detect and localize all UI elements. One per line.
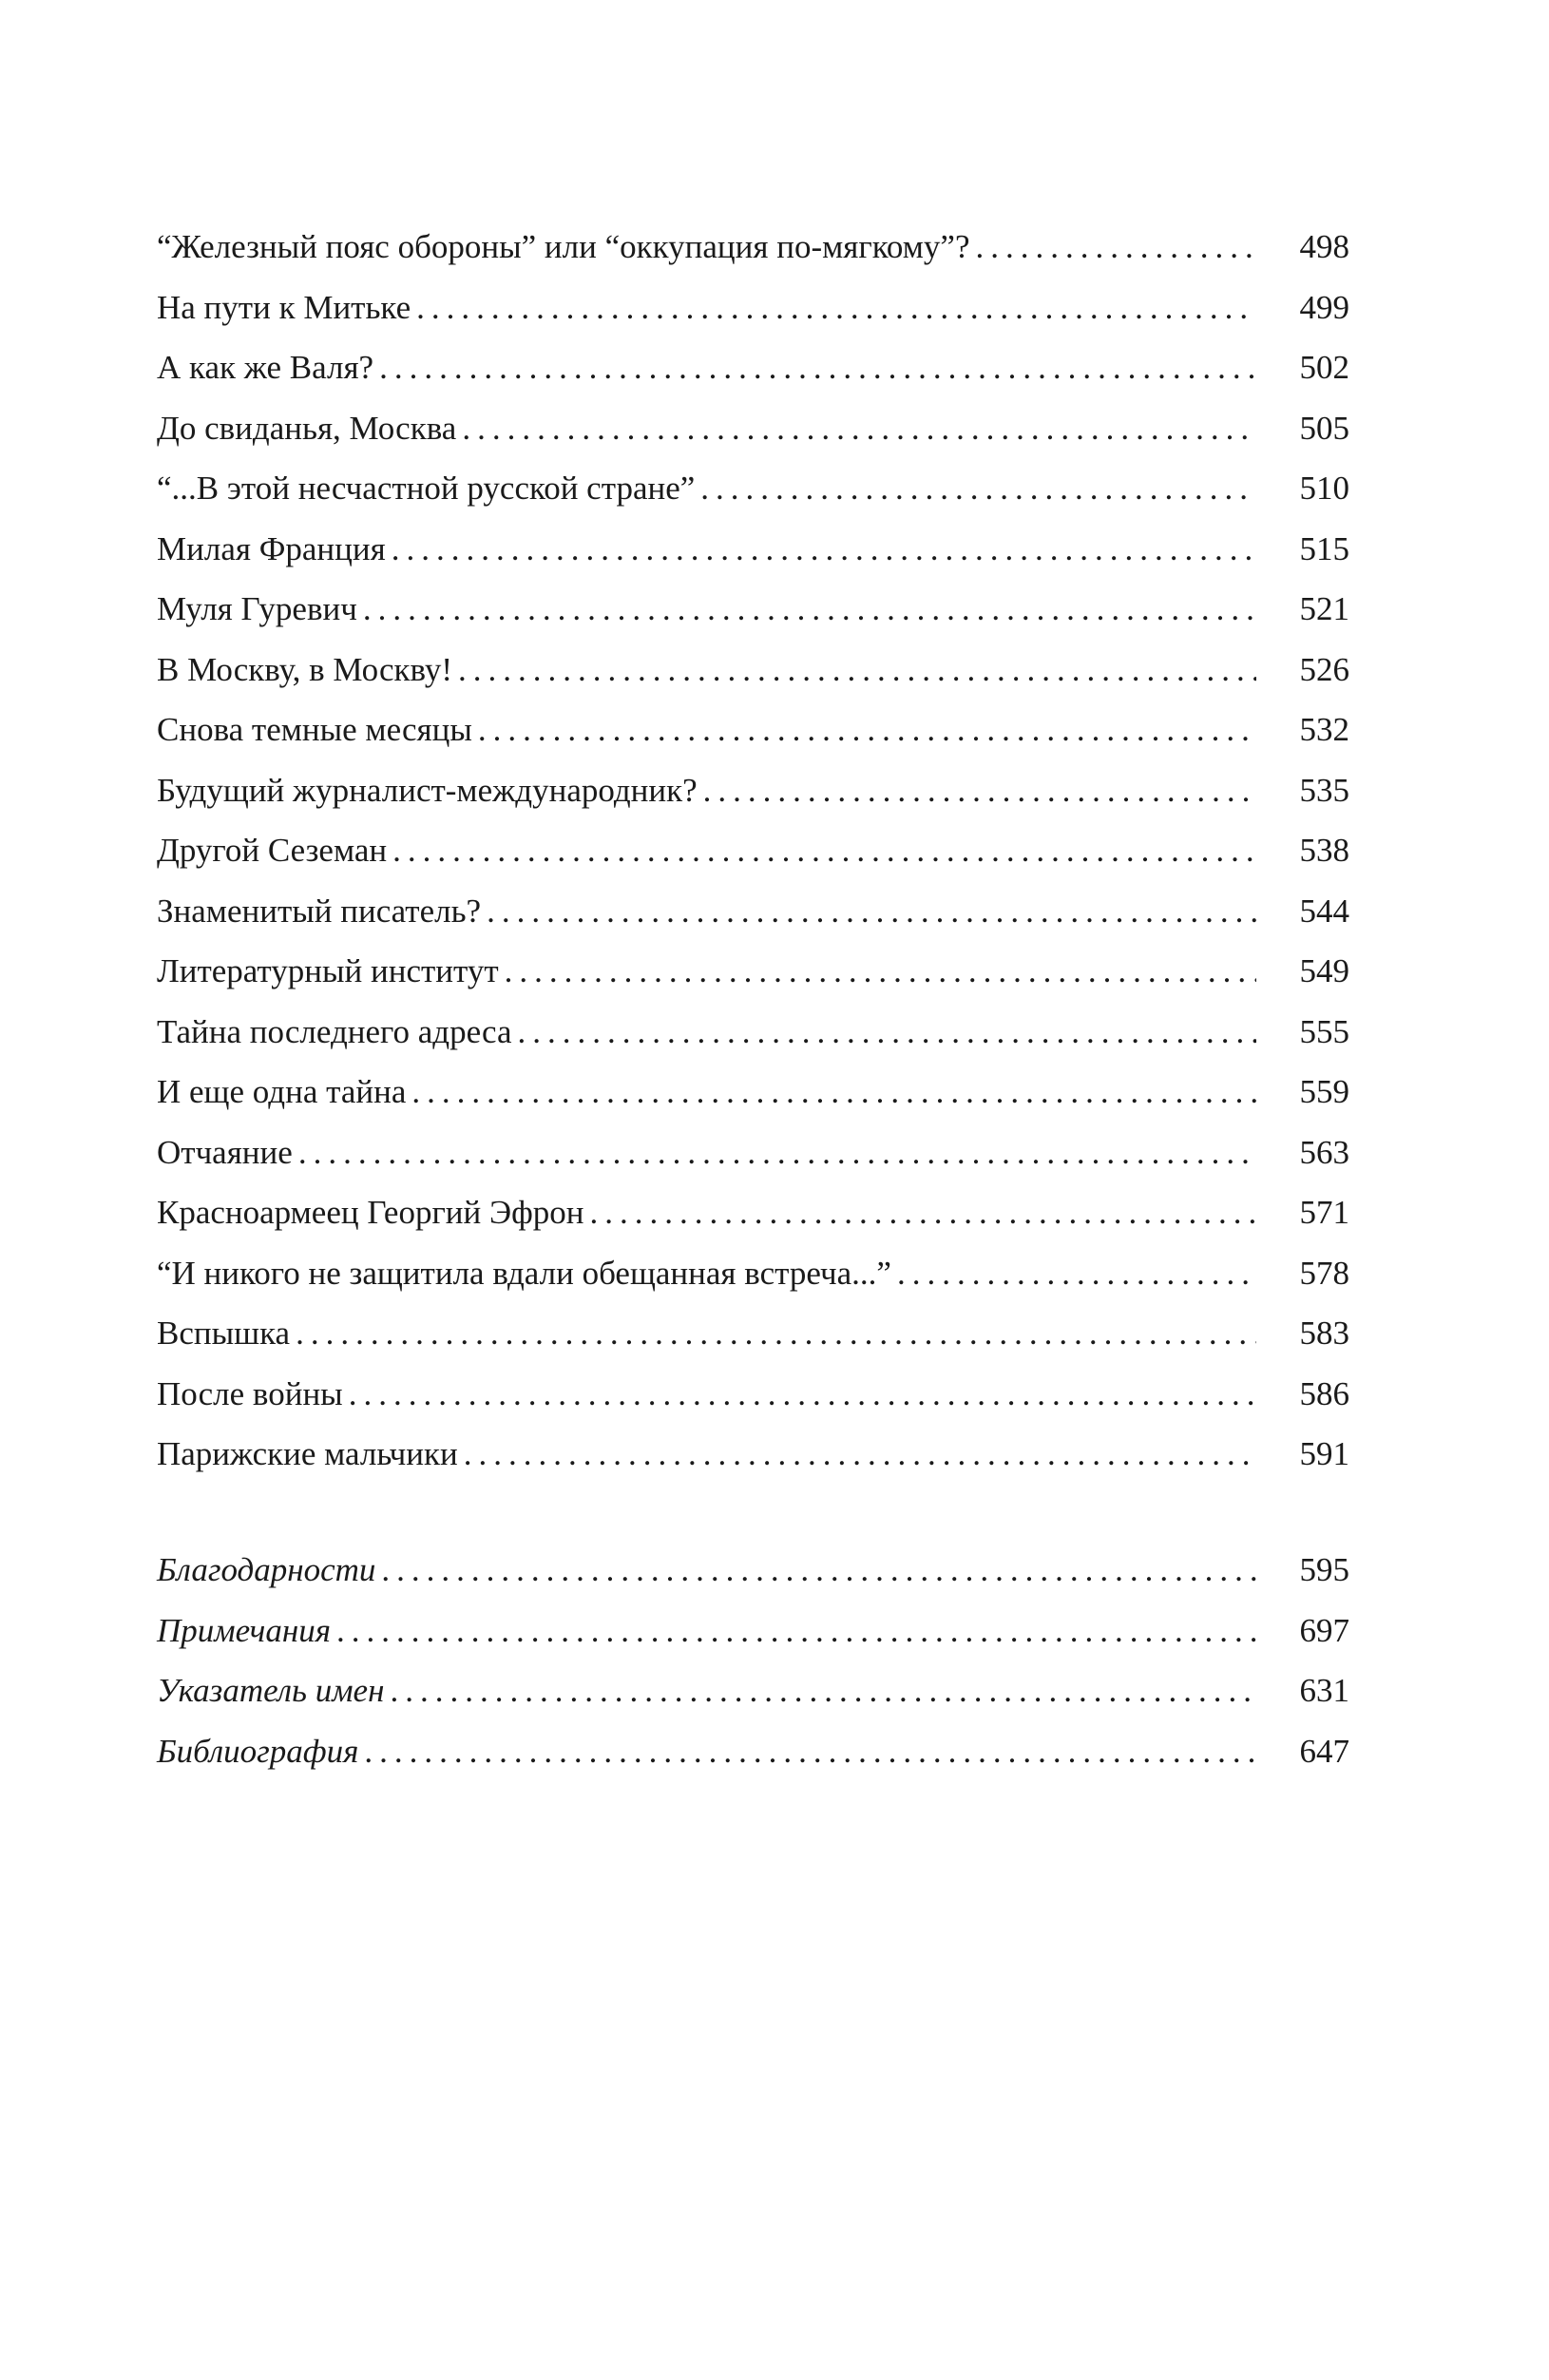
toc-entry-title: Литературный институт [157, 952, 499, 989]
toc-entry [157, 1002, 1349, 1063]
toc-entry-page: 532 [1299, 711, 1349, 748]
appendix-entry-title: Указатель имен [157, 1672, 385, 1709]
toc-entry-title: Тайна последнего адреса [157, 1012, 512, 1050]
toc-entry [157, 700, 1349, 760]
dot-leader [897, 1243, 1256, 1304]
appendix-entry [157, 1540, 1349, 1601]
toc-entry-page: 591 [1299, 1435, 1349, 1472]
toc-entry-title: Будущий журналист-международник? [157, 771, 698, 809]
dot-leader [458, 640, 1256, 701]
toc-entry-page: 555 [1299, 1012, 1349, 1050]
dot-leader [478, 700, 1256, 760]
toc-entry [157, 820, 1349, 881]
toc-entry-title: До свиданья, Москва [157, 409, 457, 447]
dot-leader [336, 1601, 1256, 1661]
toc-entry-page: 505 [1299, 409, 1349, 447]
dot-leader [363, 579, 1256, 640]
dot-leader [462, 398, 1256, 459]
appendix-entry-page: 697 [1299, 1611, 1349, 1649]
toc-entry-page: 521 [1299, 590, 1349, 627]
toc-entry-page: 510 [1299, 470, 1349, 507]
toc-entry [157, 1182, 1349, 1243]
appendix-entry-page: 595 [1299, 1551, 1349, 1588]
toc-entry-title: Парижские мальчики [157, 1435, 458, 1472]
toc-entry [157, 1243, 1349, 1304]
toc-entry [157, 1062, 1349, 1123]
toc-entry-title: Знаменитый писатель? [157, 892, 482, 930]
toc-entry-page: 559 [1299, 1073, 1349, 1110]
toc-entry-title: Вспышка [157, 1315, 291, 1352]
dot-leader [975, 217, 1256, 278]
toc-entry [157, 519, 1349, 580]
appendix-entry-title: Библиография [157, 1732, 359, 1770]
dot-leader [392, 519, 1256, 580]
dot-leader [411, 1062, 1256, 1123]
dot-leader [379, 337, 1256, 398]
dot-leader [505, 941, 1256, 1002]
dot-leader [590, 1182, 1256, 1243]
toc-entry [157, 1364, 1349, 1425]
toc-entry-page: 549 [1299, 952, 1349, 989]
dot-leader [464, 1424, 1256, 1485]
toc-entry-title: Другой Сеземан [157, 832, 388, 869]
appendix-list [157, 1540, 1349, 1781]
toc-entry-page: 586 [1299, 1374, 1349, 1412]
toc-entry-title: Отчаяние [157, 1133, 293, 1171]
toc-entry-title: В Москву, в Москву! [157, 650, 453, 688]
dot-leader [296, 1303, 1256, 1364]
appendix-entry-title: Примечания [157, 1611, 332, 1649]
toc-entry [157, 1123, 1349, 1183]
dot-leader [392, 820, 1256, 881]
toc-entry-page: 538 [1299, 832, 1349, 869]
toc-entry-page: 535 [1299, 771, 1349, 809]
toc-entry-title: “Железный пояс обороны” или “оккупация по-мягкому”? [157, 228, 970, 265]
toc-entry-title: На пути к Митьке [157, 288, 411, 326]
toc-entry [157, 398, 1349, 459]
toc-entry-page: 578 [1299, 1254, 1349, 1292]
dot-leader [700, 458, 1256, 519]
toc-entry-title: Снова темные месяцы [157, 711, 472, 748]
toc-entry [157, 941, 1349, 1002]
toc-entry-page: 499 [1299, 288, 1349, 326]
appendix-entry [157, 1601, 1349, 1661]
dot-leader [364, 1721, 1256, 1782]
appendix-entry-page: 647 [1299, 1732, 1349, 1770]
toc-entry-title: После войны [157, 1374, 343, 1412]
toc-entry-page: 544 [1299, 892, 1349, 930]
toc-entry-title: Милая Франция [157, 529, 386, 567]
dot-leader [487, 881, 1256, 942]
toc-entry [157, 1303, 1349, 1364]
toc-entry-title: “И никого не защитила вдали обещанная встреча...” [157, 1254, 891, 1292]
toc-entry-title: И еще одна тайна [157, 1073, 407, 1110]
toc-entry-page: 502 [1299, 349, 1349, 386]
toc-entry [157, 640, 1349, 701]
dot-leader [390, 1660, 1256, 1721]
dot-leader [349, 1364, 1256, 1425]
appendix-entry-title: Благодарности [157, 1551, 376, 1588]
toc-entry [157, 760, 1349, 821]
toc-entry [157, 278, 1349, 338]
dot-leader [703, 760, 1256, 821]
appendix-entry [157, 1660, 1349, 1721]
dot-leader [298, 1123, 1256, 1183]
toc-entry-page: 571 [1299, 1194, 1349, 1231]
toc-entry-title: Муля Гуревич [157, 590, 357, 627]
dot-leader [518, 1002, 1256, 1063]
dot-leader [381, 1540, 1256, 1601]
toc-entry [157, 337, 1349, 398]
toc-entry [157, 579, 1349, 640]
toc-entry [157, 217, 1349, 278]
toc-entry-title: “...В этой несчастной русской стране” [157, 470, 696, 507]
appendix-entry-page: 631 [1299, 1672, 1349, 1709]
appendix-entry [157, 1721, 1349, 1782]
toc-entry-page: 583 [1299, 1315, 1349, 1352]
toc-entry-title: А как же Валя? [157, 349, 374, 386]
toc-entry [157, 881, 1349, 942]
toc-entry-page: 515 [1299, 529, 1349, 567]
toc-entry-page: 498 [1299, 228, 1349, 265]
toc-entry [157, 1424, 1349, 1485]
chapter-list [157, 217, 1349, 1485]
toc-entry-page: 526 [1299, 650, 1349, 688]
dot-leader [416, 278, 1256, 338]
toc-entry-title: Красноармеец Георгий Эфрон [157, 1194, 584, 1231]
toc-entry-page: 563 [1299, 1133, 1349, 1171]
toc-entry [157, 458, 1349, 519]
